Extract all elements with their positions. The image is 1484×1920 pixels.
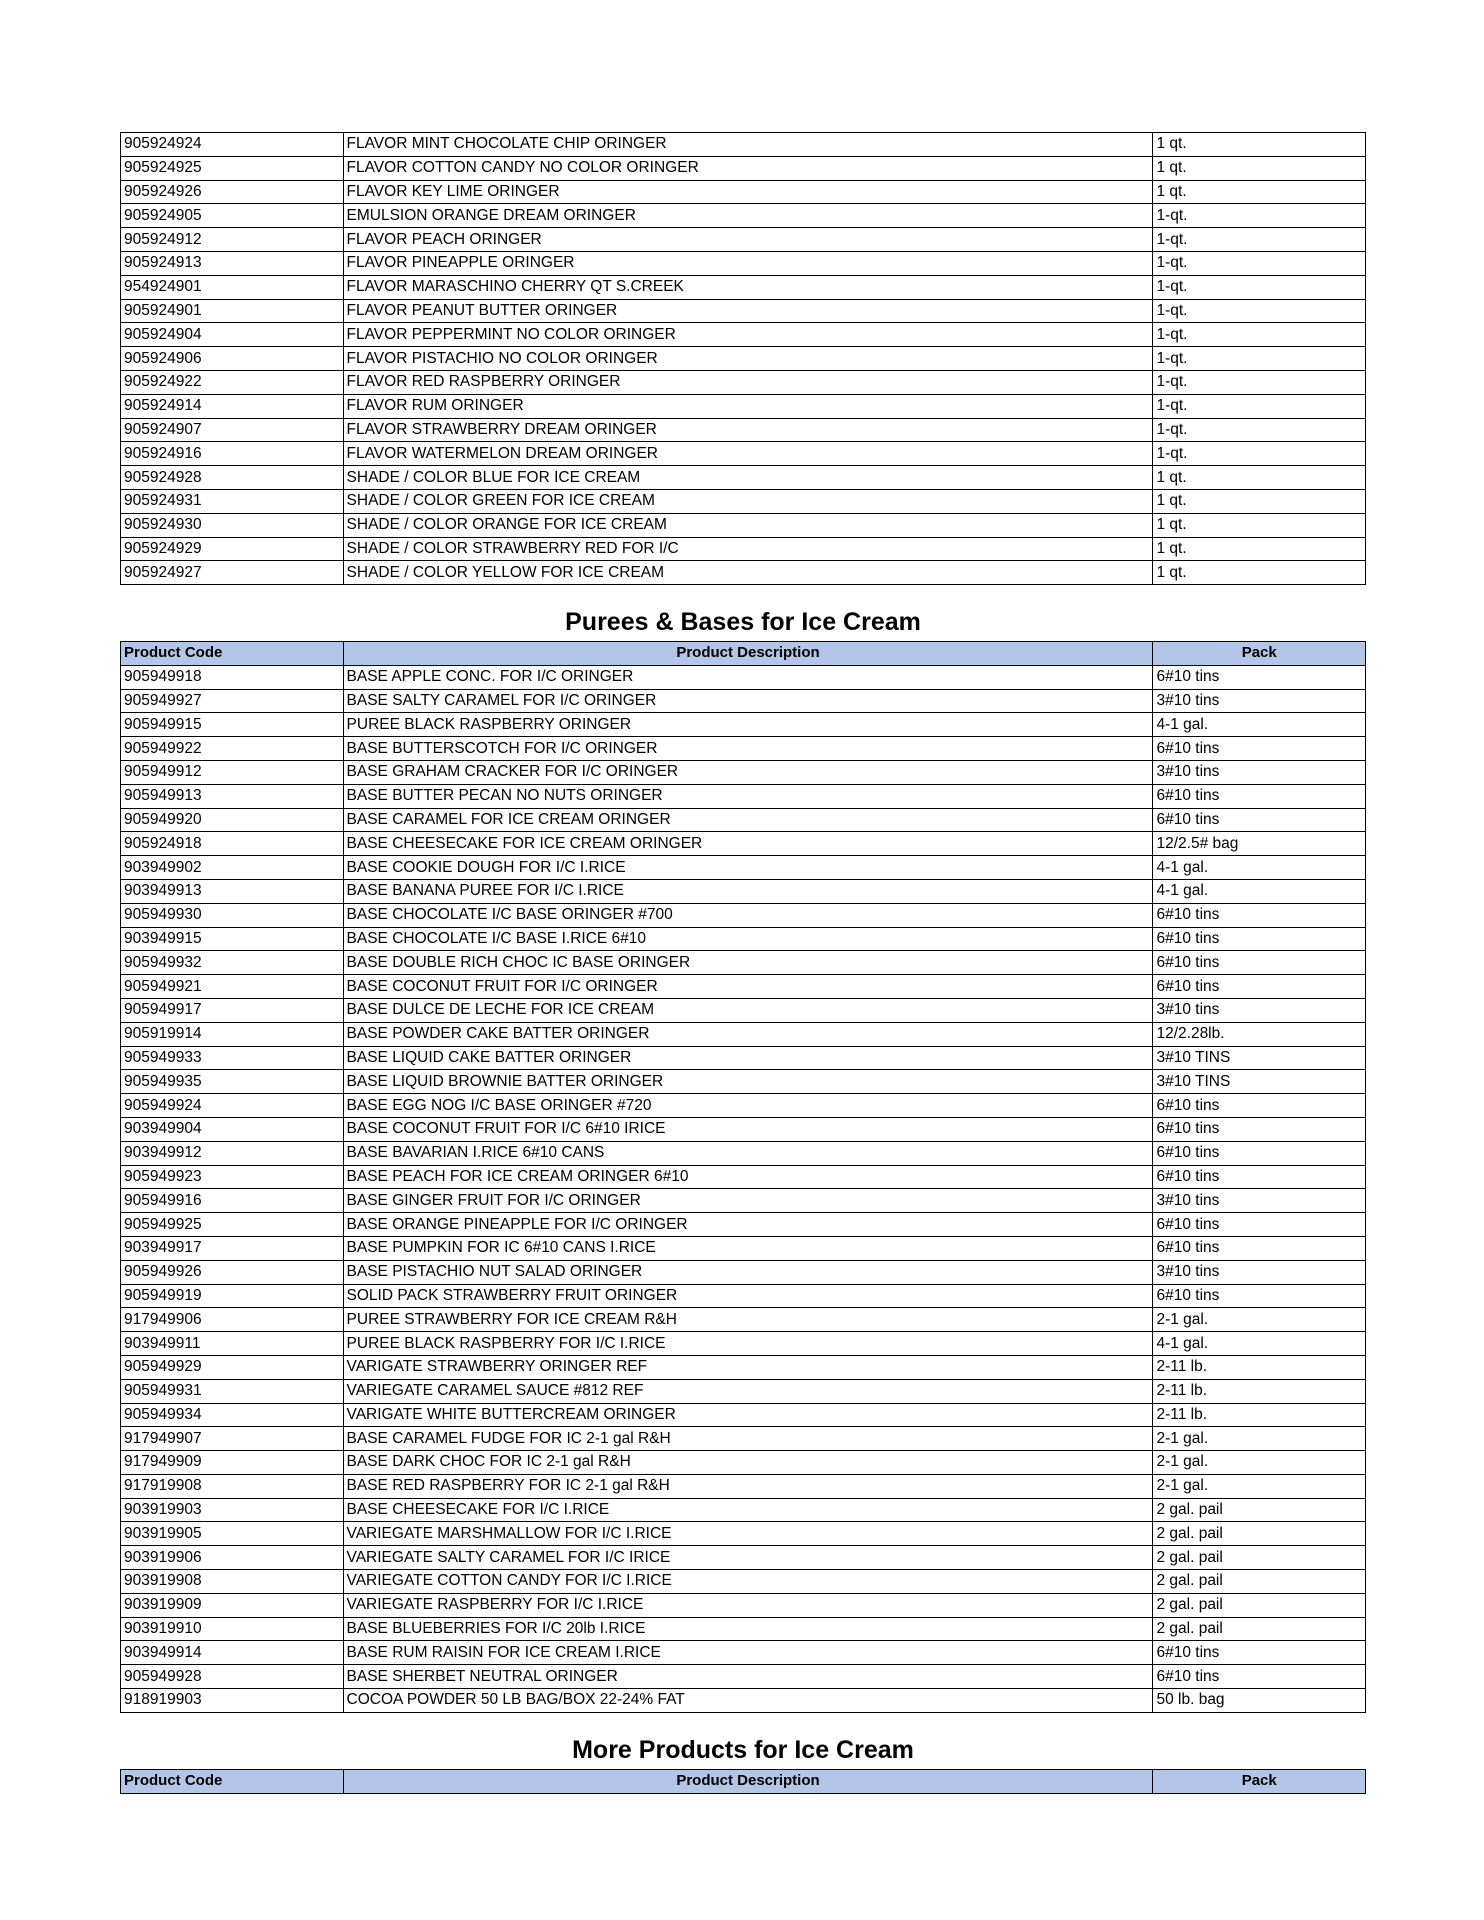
product-code-cell: 905924931 <box>121 489 344 513</box>
product-code-cell: 905949915 <box>121 713 344 737</box>
table-row <box>121 832 1366 856</box>
table-row <box>121 537 1366 561</box>
pack-cell: 1-qt. <box>1153 204 1366 228</box>
pack-cell: 3#10 tins <box>1153 998 1366 1022</box>
pack-cell: 3#10 tins <box>1153 760 1366 784</box>
pack-cell: 6#10 tins <box>1153 1141 1366 1165</box>
product-description-cell: BASE LIQUID BROWNIE BATTER ORINGER <box>343 1070 1153 1094</box>
product-code-cell: 905949930 <box>121 903 344 927</box>
pack-cell: 6#10 tins <box>1153 903 1366 927</box>
table-row <box>121 347 1366 371</box>
table-row <box>121 418 1366 442</box>
pack-cell: 6#10 tins <box>1153 951 1366 975</box>
pack-cell: 2 gal. pail <box>1153 1498 1366 1522</box>
table-row <box>121 1141 1366 1165</box>
product-code-cell: 903949904 <box>121 1117 344 1141</box>
pack-cell: 2-11 lb. <box>1153 1379 1366 1403</box>
table-row <box>121 442 1366 466</box>
table-row <box>121 784 1366 808</box>
product-description-cell: VARIEGATE CARAMEL SAUCE #812 REF <box>343 1379 1153 1403</box>
product-description-cell: EMULSION ORANGE DREAM ORINGER <box>343 204 1153 228</box>
product-description-cell: VARIGATE STRAWBERRY ORINGER REF <box>343 1355 1153 1379</box>
table-row <box>121 1070 1366 1094</box>
product-description-cell: SOLID PACK STRAWBERRY FRUIT ORINGER <box>343 1284 1153 1308</box>
product-code-cell: 954924901 <box>121 275 344 299</box>
product-code-cell: 903919905 <box>121 1522 344 1546</box>
table-row <box>121 1332 1366 1356</box>
table-row <box>121 998 1366 1022</box>
product-description-cell: BASE ORANGE PINEAPPLE FOR I/C ORINGER <box>343 1213 1153 1237</box>
product-description-cell: BASE COCONUT FRUIT FOR I/C ORINGER <box>343 975 1153 999</box>
product-code-cell: 903919910 <box>121 1617 344 1641</box>
product-description-cell: FLAVOR RUM ORINGER <box>343 394 1153 418</box>
product-code-cell: 905924929 <box>121 537 344 561</box>
product-code-cell: 905924925 <box>121 156 344 180</box>
pack-cell: 2 gal. pail <box>1153 1546 1366 1570</box>
product-code-cell: 903949902 <box>121 856 344 880</box>
product-description-cell: BASE CHEESECAKE FOR I/C I.RICE <box>343 1498 1153 1522</box>
product-description-cell: VARIEGATE MARSHMALLOW FOR I/C I.RICE <box>343 1522 1153 1546</box>
table-row <box>121 1165 1366 1189</box>
pack-cell: 2-1 gal. <box>1153 1427 1366 1451</box>
section-title-purees: Purees & Bases for Ice Cream <box>565 608 921 636</box>
product-description-cell: VARIGATE WHITE BUTTERCREAM ORINGER <box>343 1403 1153 1427</box>
table-row <box>121 927 1366 951</box>
product-code-cell: 905924905 <box>121 204 344 228</box>
product-description-cell: BASE CARAMEL FOR ICE CREAM ORINGER <box>343 808 1153 832</box>
pack-cell: 2-1 gal. <box>1153 1451 1366 1475</box>
pack-cell: 2-1 gal. <box>1153 1308 1366 1332</box>
pack-cell: 1-qt. <box>1153 442 1366 466</box>
product-code-cell: 903949913 <box>121 879 344 903</box>
product-description-cell: SHADE / COLOR ORANGE FOR ICE CREAM <box>343 513 1153 537</box>
product-description-cell: SHADE / COLOR GREEN FOR ICE CREAM <box>343 489 1153 513</box>
table-row <box>121 133 1366 157</box>
product-code-cell: 905949923 <box>121 1165 344 1189</box>
product-code-cell: 917919908 <box>121 1474 344 1498</box>
product-description-cell: BASE LIQUID CAKE BATTER ORINGER <box>343 1046 1153 1070</box>
product-description-cell: FLAVOR MARASCHINO CHERRY QT S.CREEK <box>343 275 1153 299</box>
product-code-cell: 905949920 <box>121 808 344 832</box>
pack-cell: 4-1 gal. <box>1153 713 1366 737</box>
table-row <box>121 1260 1366 1284</box>
purees-table <box>120 641 1366 1713</box>
product-code-cell: 905924928 <box>121 466 344 490</box>
section-title-more-products: More Products for Ice Cream <box>572 1736 914 1764</box>
product-code-cell: 905924930 <box>121 513 344 537</box>
table-row <box>121 1213 1366 1237</box>
product-code-cell: 905949917 <box>121 998 344 1022</box>
table-row <box>121 1284 1366 1308</box>
product-description-cell: FLAVOR PEANUT BUTTER ORINGER <box>343 299 1153 323</box>
product-code-cell: 905949929 <box>121 1355 344 1379</box>
product-code-cell: 905949926 <box>121 1260 344 1284</box>
product-description-cell: FLAVOR KEY LIME ORINGER <box>343 180 1153 204</box>
table-row <box>121 513 1366 537</box>
product-description-cell: BASE CHEESECAKE FOR ICE CREAM ORINGER <box>343 832 1153 856</box>
pack-cell: 6#10 tins <box>1153 1284 1366 1308</box>
pack-cell: 1 qt. <box>1153 156 1366 180</box>
product-code-cell: 903919908 <box>121 1570 344 1594</box>
header-pack: Pack <box>1153 642 1366 666</box>
product-code-cell: 905924904 <box>121 323 344 347</box>
pack-cell: 6#10 tins <box>1153 737 1366 761</box>
header-product-code: Product Code <box>121 1770 344 1794</box>
table-row <box>121 856 1366 880</box>
product-description-cell: BASE SALTY CARAMEL FOR I/C ORINGER <box>343 689 1153 713</box>
table-row <box>121 1355 1366 1379</box>
table-row <box>121 1689 1366 1713</box>
table-row <box>121 1046 1366 1070</box>
product-code-cell: 905949928 <box>121 1665 344 1689</box>
table-row <box>121 1189 1366 1213</box>
product-description-cell: VARIEGATE SALTY CARAMEL FOR I/C IRICE <box>343 1546 1153 1570</box>
product-code-cell: 905924913 <box>121 251 344 275</box>
pack-cell: 1-qt. <box>1153 370 1366 394</box>
product-code-cell: 905949934 <box>121 1403 344 1427</box>
product-description-cell: BASE PISTACHIO NUT SALAD ORINGER <box>343 1260 1153 1284</box>
table-row <box>121 665 1366 689</box>
table-row <box>121 370 1366 394</box>
pack-cell: 6#10 tins <box>1153 1165 1366 1189</box>
pack-cell: 6#10 tins <box>1153 1213 1366 1237</box>
table-row <box>121 1308 1366 1332</box>
pack-cell: 6#10 tins <box>1153 665 1366 689</box>
pack-cell: 6#10 tins <box>1153 1665 1366 1689</box>
product-code-cell: 905924927 <box>121 561 344 585</box>
pack-cell: 2-11 lb. <box>1153 1355 1366 1379</box>
pack-cell: 6#10 tins <box>1153 784 1366 808</box>
table-row <box>121 879 1366 903</box>
product-description-cell: BASE APPLE CONC. FOR I/C ORINGER <box>343 665 1153 689</box>
product-description-cell: BASE DOUBLE RICH CHOC IC BASE ORINGER <box>343 951 1153 975</box>
table-row <box>121 1665 1366 1689</box>
product-description-cell: FLAVOR STRAWBERRY DREAM ORINGER <box>343 418 1153 442</box>
table-row <box>121 1641 1366 1665</box>
product-description-cell: SHADE / COLOR YELLOW FOR ICE CREAM <box>343 561 1153 585</box>
product-code-cell: 903949912 <box>121 1141 344 1165</box>
pack-cell: 1 qt. <box>1153 513 1366 537</box>
product-description-cell: FLAVOR COTTON CANDY NO COLOR ORINGER <box>343 156 1153 180</box>
product-code-cell: 905949931 <box>121 1379 344 1403</box>
pack-cell: 2 gal. pail <box>1153 1617 1366 1641</box>
more-products-table <box>120 1769 1366 1794</box>
product-description-cell: BASE POWDER CAKE BATTER ORINGER <box>343 1022 1153 1046</box>
pack-cell: 2-1 gal. <box>1153 1474 1366 1498</box>
product-description-cell: PUREE BLACK RASPBERRY FOR I/C I.RICE <box>343 1332 1153 1356</box>
product-code-cell: 918919903 <box>121 1689 344 1713</box>
table-row <box>121 1427 1366 1451</box>
table-row <box>121 1379 1366 1403</box>
pack-cell: 6#10 tins <box>1153 927 1366 951</box>
pack-cell: 6#10 tins <box>1153 1641 1366 1665</box>
product-code-cell: 905924906 <box>121 347 344 371</box>
pack-cell: 4-1 gal. <box>1153 879 1366 903</box>
pack-cell: 6#10 tins <box>1153 808 1366 832</box>
product-description-cell: BASE RED RASPBERRY FOR IC 2-1 gal R&H <box>343 1474 1153 1498</box>
product-code-cell: 905949916 <box>121 1189 344 1213</box>
header-product-description: Product Description <box>343 642 1153 666</box>
product-description-cell: COCOA POWDER 50 LB BAG/BOX 22-24% FAT <box>343 1689 1153 1713</box>
pack-cell: 1 qt. <box>1153 133 1366 157</box>
pack-cell: 3#10 tins <box>1153 689 1366 713</box>
pack-cell: 12/2.28lb. <box>1153 1022 1366 1046</box>
product-description-cell: BASE PUMPKIN FOR IC 6#10 CANS I.RICE <box>343 1236 1153 1260</box>
table-row <box>121 689 1366 713</box>
product-description-cell: BASE BUTTER PECAN NO NUTS ORINGER <box>343 784 1153 808</box>
product-code-cell: 903949915 <box>121 927 344 951</box>
purees-table-body <box>121 665 1366 1712</box>
product-description-cell: FLAVOR PEACH ORINGER <box>343 228 1153 252</box>
pack-cell: 1-qt. <box>1153 251 1366 275</box>
table-header-row <box>121 642 1366 666</box>
flavors-table-body <box>121 133 1366 585</box>
pack-cell: 3#10 TINS <box>1153 1070 1366 1094</box>
product-description-cell: BASE DULCE DE LECHE FOR ICE CREAM <box>343 998 1153 1022</box>
product-description-cell: SHADE / COLOR STRAWBERRY RED FOR I/C <box>343 537 1153 561</box>
pack-cell: 1-qt. <box>1153 394 1366 418</box>
product-code-cell: 905949921 <box>121 975 344 999</box>
table-row <box>121 1403 1366 1427</box>
product-description-cell: VARIEGATE RASPBERRY FOR I/C I.RICE <box>343 1593 1153 1617</box>
product-code-cell: 905949925 <box>121 1213 344 1237</box>
product-code-cell: 905949913 <box>121 784 344 808</box>
product-description-cell: BASE RUM RAISIN FOR ICE CREAM I.RICE <box>343 1641 1153 1665</box>
pack-cell: 1 qt. <box>1153 466 1366 490</box>
product-code-cell: 905949927 <box>121 689 344 713</box>
product-description-cell: BASE PEACH FOR ICE CREAM ORINGER 6#10 <box>343 1165 1153 1189</box>
product-code-cell: 905924912 <box>121 228 344 252</box>
pack-cell: 6#10 tins <box>1153 975 1366 999</box>
pack-cell: 6#10 tins <box>1153 1236 1366 1260</box>
product-description-cell: BASE CHOCOLATE I/C BASE I.RICE 6#10 <box>343 927 1153 951</box>
product-description-cell: FLAVOR MINT CHOCOLATE CHIP ORINGER <box>343 133 1153 157</box>
product-description-cell: BASE SHERBET NEUTRAL ORINGER <box>343 1665 1153 1689</box>
product-code-cell: 905949918 <box>121 665 344 689</box>
flavors-table <box>120 132 1366 585</box>
table-row <box>121 180 1366 204</box>
table-row <box>121 737 1366 761</box>
pack-cell: 1-qt. <box>1153 418 1366 442</box>
product-code-cell: 905924926 <box>121 180 344 204</box>
product-code-cell: 917949906 <box>121 1308 344 1332</box>
product-code-cell: 905949919 <box>121 1284 344 1308</box>
product-code-cell: 917949907 <box>121 1427 344 1451</box>
product-code-cell: 903919909 <box>121 1593 344 1617</box>
product-code-cell: 905949924 <box>121 1094 344 1118</box>
product-description-cell: BASE CARAMEL FUDGE FOR IC 2-1 gal R&H <box>343 1427 1153 1451</box>
table-row <box>121 1617 1366 1641</box>
product-description-cell: BASE BAVARIAN I.RICE 6#10 CANS <box>343 1141 1153 1165</box>
product-description-cell: BASE GINGER FRUIT FOR I/C ORINGER <box>343 1189 1153 1213</box>
pack-cell: 12/2.5# bag <box>1153 832 1366 856</box>
header-pack: Pack <box>1153 1770 1366 1794</box>
table-row <box>121 323 1366 347</box>
pack-cell: 1 qt. <box>1153 180 1366 204</box>
product-code-cell: 903919906 <box>121 1546 344 1570</box>
pack-cell: 1-qt. <box>1153 347 1366 371</box>
table-row <box>121 1022 1366 1046</box>
product-description-cell: BASE EGG NOG I/C BASE ORINGER #720 <box>343 1094 1153 1118</box>
product-code-cell: 917949909 <box>121 1451 344 1475</box>
product-code-cell: 905949933 <box>121 1046 344 1070</box>
pack-cell: 3#10 tins <box>1153 1260 1366 1284</box>
table-row <box>121 713 1366 737</box>
table-row <box>121 1570 1366 1594</box>
pack-cell: 1-qt. <box>1153 228 1366 252</box>
pack-cell: 1-qt. <box>1153 323 1366 347</box>
pack-cell: 4-1 gal. <box>1153 1332 1366 1356</box>
product-description-cell: FLAVOR PINEAPPLE ORINGER <box>343 251 1153 275</box>
pack-cell: 6#10 tins <box>1153 1094 1366 1118</box>
table-row <box>121 951 1366 975</box>
product-description-cell: BASE COCONUT FRUIT FOR I/C 6#10 IRICE <box>343 1117 1153 1141</box>
table-row <box>121 1094 1366 1118</box>
pack-cell: 1 qt. <box>1153 561 1366 585</box>
pack-cell: 4-1 gal. <box>1153 856 1366 880</box>
table-row <box>121 760 1366 784</box>
table-row <box>121 251 1366 275</box>
product-code-cell: 903949911 <box>121 1332 344 1356</box>
table-row <box>121 975 1366 999</box>
product-code-cell: 905924916 <box>121 442 344 466</box>
product-description-cell: BASE DARK CHOC FOR IC 2-1 gal R&H <box>343 1451 1153 1475</box>
pack-cell: 1-qt. <box>1153 299 1366 323</box>
pack-cell: 2-11 lb. <box>1153 1403 1366 1427</box>
pack-cell: 6#10 tins <box>1153 1117 1366 1141</box>
pack-cell: 2 gal. pail <box>1153 1593 1366 1617</box>
table-row <box>121 156 1366 180</box>
product-description-cell: BASE BUTTERSCOTCH FOR I/C ORINGER <box>343 737 1153 761</box>
product-description-cell: BASE BANANA PUREE FOR I/C I.RICE <box>343 879 1153 903</box>
pack-cell: 3#10 tins <box>1153 1189 1366 1213</box>
product-code-cell: 903949917 <box>121 1236 344 1260</box>
product-code-cell: 905924922 <box>121 370 344 394</box>
table-row <box>121 489 1366 513</box>
table-row <box>121 1498 1366 1522</box>
product-description-cell: BASE GRAHAM CRACKER FOR I/C ORINGER <box>343 760 1153 784</box>
table-row <box>121 1117 1366 1141</box>
product-code-cell: 905924924 <box>121 133 344 157</box>
table-row <box>121 466 1366 490</box>
product-description-cell: FLAVOR PEPPERMINT NO COLOR ORINGER <box>343 323 1153 347</box>
table-row <box>121 1522 1366 1546</box>
product-code-cell: 905949932 <box>121 951 344 975</box>
table-row <box>121 561 1366 585</box>
product-description-cell: BASE CHOCOLATE I/C BASE ORINGER #700 <box>343 903 1153 927</box>
table-row <box>121 275 1366 299</box>
table-row <box>121 808 1366 832</box>
product-code-cell: 905924901 <box>121 299 344 323</box>
product-description-cell: BASE BLUEBERRIES FOR I/C 20lb I.RICE <box>343 1617 1153 1641</box>
product-code-cell: 905924914 <box>121 394 344 418</box>
pack-cell: 1 qt. <box>1153 489 1366 513</box>
product-description-cell: FLAVOR WATERMELON DREAM ORINGER <box>343 442 1153 466</box>
product-code-cell: 903919903 <box>121 1498 344 1522</box>
table-row <box>121 1593 1366 1617</box>
table-header-row <box>121 1770 1366 1794</box>
table-row <box>121 228 1366 252</box>
table-row <box>121 1546 1366 1570</box>
product-description-cell: PUREE STRAWBERRY FOR ICE CREAM R&H <box>343 1308 1153 1332</box>
header-product-description: Product Description <box>343 1770 1153 1794</box>
product-description-cell: FLAVOR PISTACHIO NO COLOR ORINGER <box>343 347 1153 371</box>
pack-cell: 2 gal. pail <box>1153 1522 1366 1546</box>
table-row <box>121 394 1366 418</box>
pack-cell: 2 gal. pail <box>1153 1570 1366 1594</box>
product-code-cell: 905949912 <box>121 760 344 784</box>
header-product-code: Product Code <box>121 642 344 666</box>
product-code-cell: 905949922 <box>121 737 344 761</box>
table-row <box>121 299 1366 323</box>
pack-cell: 50 lb. bag <box>1153 1689 1366 1713</box>
product-description-cell: BASE COOKIE DOUGH FOR I/C I.RICE <box>343 856 1153 880</box>
product-description-cell: FLAVOR RED RASPBERRY ORINGER <box>343 370 1153 394</box>
product-code-cell: 903949914 <box>121 1641 344 1665</box>
table-row <box>121 1236 1366 1260</box>
pack-cell: 3#10 TINS <box>1153 1046 1366 1070</box>
pack-cell: 1-qt. <box>1153 275 1366 299</box>
product-description-cell: SHADE / COLOR BLUE FOR ICE CREAM <box>343 466 1153 490</box>
table-row <box>121 1451 1366 1475</box>
table-row <box>121 204 1366 228</box>
pack-cell: 1 qt. <box>1153 537 1366 561</box>
product-code-cell: 905924918 <box>121 832 344 856</box>
product-code-cell: 905919914 <box>121 1022 344 1046</box>
product-code-cell: 905924907 <box>121 418 344 442</box>
table-row <box>121 903 1366 927</box>
table-row <box>121 1474 1366 1498</box>
product-description-cell: VARIEGATE COTTON CANDY FOR I/C I.RICE <box>343 1570 1153 1594</box>
product-description-cell: PUREE BLACK RASPBERRY ORINGER <box>343 713 1153 737</box>
product-code-cell: 905949935 <box>121 1070 344 1094</box>
